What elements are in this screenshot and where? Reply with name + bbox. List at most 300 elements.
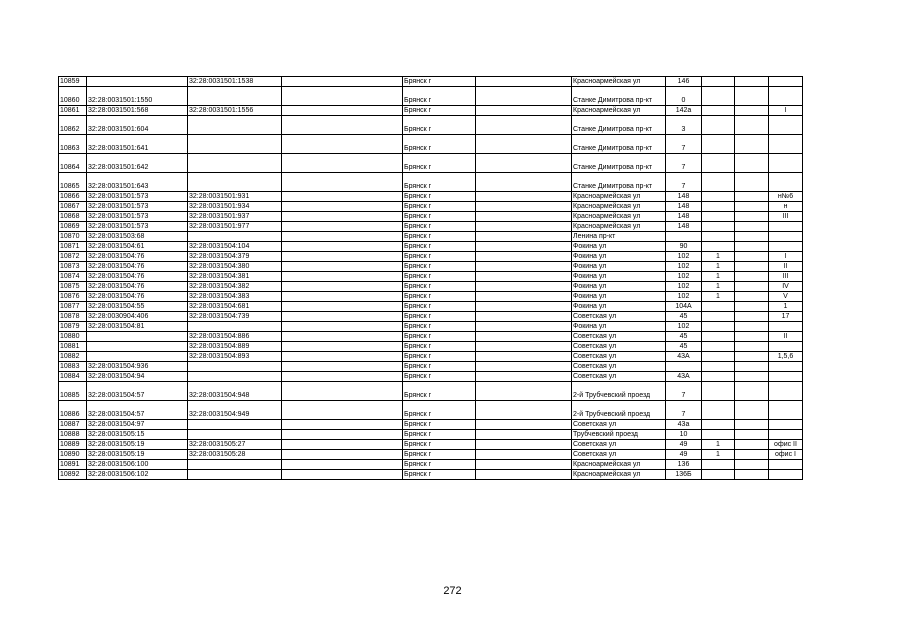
- cell-blank: [282, 232, 403, 242]
- cell-street: Фокина ул: [572, 292, 666, 302]
- cell-city: Брянск г: [403, 222, 476, 232]
- cell-premises: I: [769, 106, 803, 116]
- cell-blank: [735, 292, 769, 302]
- cell-house: 43а: [666, 420, 702, 430]
- cell-building: [702, 302, 735, 312]
- cell-building: 1: [702, 292, 735, 302]
- cell-blank: [735, 252, 769, 262]
- cell-house: 148: [666, 202, 702, 212]
- cell-house: 102: [666, 262, 702, 272]
- cell-cadastral-number: 32:28:0031504:61: [87, 242, 188, 252]
- cell-premises: IV: [769, 282, 803, 292]
- cell-blank: [282, 362, 403, 372]
- cell-house: 3: [666, 116, 702, 135]
- cell-number: 10890: [59, 450, 87, 460]
- cell-building: [702, 135, 735, 154]
- cell-blank: [476, 135, 572, 154]
- cell-street: Красноармейская ул: [572, 222, 666, 232]
- cell-blank: [735, 173, 769, 192]
- cell-number: 10864: [59, 154, 87, 173]
- cell-premises: [769, 87, 803, 106]
- cell-blank: [476, 312, 572, 322]
- cell-blank: [476, 87, 572, 106]
- cell-blank: [282, 173, 403, 192]
- cell-premises: III: [769, 212, 803, 222]
- cell-city: Брянск г: [403, 470, 476, 480]
- cell-number: 10877: [59, 302, 87, 312]
- cell-number: 10871: [59, 242, 87, 252]
- cell-building: [702, 106, 735, 116]
- cell-city: Брянск г: [403, 440, 476, 450]
- cell-premises: 17: [769, 312, 803, 322]
- cell-related-cadastral-number: [188, 154, 282, 173]
- cell-number: 10866: [59, 192, 87, 202]
- cell-cadastral-number: 32:28:0031504:936: [87, 362, 188, 372]
- cell-cadastral-number: 32:28:0031506:100: [87, 460, 188, 470]
- cell-related-cadastral-number: 32:28:0031501:977: [188, 222, 282, 232]
- cell-related-cadastral-number: [188, 322, 282, 332]
- cell-blank: [282, 401, 403, 420]
- cell-city: Брянск г: [403, 242, 476, 252]
- cell-house: 45: [666, 312, 702, 322]
- cell-related-cadastral-number: [188, 87, 282, 106]
- cell-building: [702, 173, 735, 192]
- table-row: [59, 222, 803, 232]
- cell-blank: [282, 292, 403, 302]
- cell-street: Красноармейская ул: [572, 192, 666, 202]
- cell-related-cadastral-number: 32:28:0031501:931: [188, 192, 282, 202]
- cell-building: [702, 242, 735, 252]
- cell-premises: 1: [769, 302, 803, 312]
- cell-house: 104А: [666, 302, 702, 312]
- cell-house: 136Б: [666, 470, 702, 480]
- cell-blank: [282, 135, 403, 154]
- table-row: [59, 401, 803, 420]
- table-row: [59, 332, 803, 342]
- table-row: [59, 382, 803, 401]
- cell-blank: [476, 222, 572, 232]
- cell-blank: [735, 222, 769, 232]
- cell-related-cadastral-number: [188, 372, 282, 382]
- cell-blank: [282, 87, 403, 106]
- cell-premises: [769, 154, 803, 173]
- table-row: [59, 242, 803, 252]
- cell-house: 148: [666, 192, 702, 202]
- cell-city: Брянск г: [403, 362, 476, 372]
- cell-blank: [735, 87, 769, 106]
- table-row: [59, 352, 803, 362]
- cell-premises: [769, 460, 803, 470]
- cell-city: Брянск г: [403, 312, 476, 322]
- cell-street: Советская ул: [572, 420, 666, 430]
- cell-city: Брянск г: [403, 372, 476, 382]
- cell-blank: [476, 192, 572, 202]
- page-number: 272: [443, 585, 462, 597]
- cell-number: 10881: [59, 342, 87, 352]
- cell-city: Брянск г: [403, 262, 476, 272]
- cell-related-cadastral-number: 32:28:0031504:681: [188, 302, 282, 312]
- cell-related-cadastral-number: [188, 460, 282, 470]
- cell-number: 10888: [59, 430, 87, 440]
- cell-blank: [476, 342, 572, 352]
- table-row: [59, 116, 803, 135]
- cell-blank: [476, 372, 572, 382]
- cell-cadastral-number: 32:28:0030904:406: [87, 312, 188, 322]
- cell-building: [702, 420, 735, 430]
- cell-building: [702, 322, 735, 332]
- cell-blank: [476, 232, 572, 242]
- cell-cadastral-number: 32:28:0031501:568: [87, 106, 188, 116]
- cell-cadastral-number: 32:28:0031504:97: [87, 420, 188, 430]
- cell-street: Фокина ул: [572, 282, 666, 292]
- cell-number: 10887: [59, 420, 87, 430]
- cell-cadastral-number: 32:28:0031503:68: [87, 232, 188, 242]
- cell-cadastral-number: [87, 352, 188, 362]
- cell-house: 7: [666, 154, 702, 173]
- cell-premises: III: [769, 272, 803, 282]
- cell-city: Брянск г: [403, 135, 476, 154]
- cell-house: 43А: [666, 352, 702, 362]
- cell-premises: II: [769, 262, 803, 272]
- cell-building: 1: [702, 282, 735, 292]
- cell-house: 7: [666, 173, 702, 192]
- cell-building: [702, 154, 735, 173]
- cell-house: 102: [666, 252, 702, 262]
- cell-city: Брянск г: [403, 212, 476, 222]
- cell-number: 10883: [59, 362, 87, 372]
- cell-premises: [769, 382, 803, 401]
- cell-related-cadastral-number: [188, 116, 282, 135]
- cell-city: Брянск г: [403, 420, 476, 430]
- cell-blank: [735, 116, 769, 135]
- cell-blank: [476, 302, 572, 312]
- cell-premises: [769, 242, 803, 252]
- cell-premises: [769, 116, 803, 135]
- cell-number: 10892: [59, 470, 87, 480]
- cell-blank: [735, 332, 769, 342]
- cell-number: 10867: [59, 202, 87, 212]
- cell-city: Брянск г: [403, 401, 476, 420]
- cell-city: Брянск г: [403, 302, 476, 312]
- cell-building: 1: [702, 440, 735, 450]
- table-row: [59, 430, 803, 440]
- cell-blank: [282, 470, 403, 480]
- cell-street: Красноармейская ул: [572, 202, 666, 212]
- cell-blank: [735, 470, 769, 480]
- cell-cadastral-number: 32:28:0031504:76: [87, 282, 188, 292]
- cell-premises: [769, 135, 803, 154]
- cell-number: 10872: [59, 252, 87, 262]
- cell-blank: [476, 262, 572, 272]
- cell-house: [666, 362, 702, 372]
- cell-number: 10875: [59, 282, 87, 292]
- table-row: [59, 262, 803, 272]
- cell-blank: [735, 202, 769, 212]
- cell-premises: н: [769, 202, 803, 212]
- cell-blank: [735, 106, 769, 116]
- cell-blank: [476, 401, 572, 420]
- cell-blank: [282, 430, 403, 440]
- cell-blank: [476, 322, 572, 332]
- cell-related-cadastral-number: [188, 232, 282, 242]
- cell-related-cadastral-number: [188, 430, 282, 440]
- cell-number: 10861: [59, 106, 87, 116]
- cell-number: 10873: [59, 262, 87, 272]
- cell-street: Фокина ул: [572, 242, 666, 252]
- cell-related-cadastral-number: 32:28:0031501:1538: [188, 77, 282, 87]
- cell-blank: [476, 282, 572, 292]
- cell-street: Советская ул: [572, 450, 666, 460]
- cell-blank: [282, 262, 403, 272]
- cell-building: 1: [702, 450, 735, 460]
- table-row: [59, 470, 803, 480]
- cell-cadastral-number: 32:28:0031504:76: [87, 292, 188, 302]
- cell-building: [702, 332, 735, 342]
- cell-street: Советская ул: [572, 332, 666, 342]
- cell-premises: [769, 342, 803, 352]
- cell-city: Брянск г: [403, 352, 476, 362]
- cell-blank: [735, 450, 769, 460]
- cell-blank: [476, 154, 572, 173]
- cell-house: 148: [666, 222, 702, 232]
- cell-blank: [282, 272, 403, 282]
- cell-street: Красноармейская ул: [572, 106, 666, 116]
- cell-house: 7: [666, 135, 702, 154]
- cell-blank: [476, 362, 572, 372]
- cell-blank: [282, 450, 403, 460]
- cell-blank: [282, 252, 403, 262]
- cell-cadastral-number: 32:28:0031504:76: [87, 272, 188, 282]
- table-row: [59, 77, 803, 87]
- cell-cadastral-number: 32:28:0031504:76: [87, 252, 188, 262]
- cell-related-cadastral-number: 32:28:0031504:948: [188, 382, 282, 401]
- cell-city: Брянск г: [403, 87, 476, 106]
- cell-city: Брянск г: [403, 282, 476, 292]
- cell-city: Брянск г: [403, 272, 476, 282]
- cell-building: [702, 362, 735, 372]
- cell-house: 148: [666, 212, 702, 222]
- cell-building: [702, 342, 735, 352]
- cell-building: 1: [702, 262, 735, 272]
- cell-premises: [769, 232, 803, 242]
- cell-related-cadastral-number: 32:28:0031504:889: [188, 342, 282, 352]
- cell-blank: [735, 352, 769, 362]
- cell-blank: [735, 460, 769, 470]
- property-registry-table: [58, 76, 803, 480]
- cell-house: [666, 232, 702, 242]
- cell-blank: [735, 372, 769, 382]
- table-row: [59, 440, 803, 450]
- cell-city: Брянск г: [403, 382, 476, 401]
- cell-blank: [282, 382, 403, 401]
- cell-building: [702, 372, 735, 382]
- cell-cadastral-number: 32:28:0031504:55: [87, 302, 188, 312]
- cell-number: 10865: [59, 173, 87, 192]
- cell-blank: [735, 430, 769, 440]
- cell-blank: [476, 212, 572, 222]
- table-row: [59, 342, 803, 352]
- cell-blank: [282, 372, 403, 382]
- cell-building: [702, 460, 735, 470]
- cell-blank: [735, 242, 769, 252]
- cell-building: [702, 401, 735, 420]
- cell-blank: [476, 106, 572, 116]
- cell-premises: офис II: [769, 440, 803, 450]
- cell-street: Советская ул: [572, 440, 666, 450]
- cell-blank: [735, 154, 769, 173]
- cell-related-cadastral-number: 32:28:0031504:886: [188, 332, 282, 342]
- cell-cadastral-number: 32:28:0031504:94: [87, 372, 188, 382]
- cell-related-cadastral-number: [188, 470, 282, 480]
- cell-blank: [735, 362, 769, 372]
- table-row: [59, 173, 803, 192]
- cell-blank: [476, 470, 572, 480]
- cell-premises: офис I: [769, 450, 803, 460]
- cell-cadastral-number: 32:28:0031501:573: [87, 212, 188, 222]
- cell-blank: [476, 352, 572, 362]
- cell-blank: [735, 440, 769, 450]
- cell-blank: [476, 116, 572, 135]
- cell-building: [702, 382, 735, 401]
- cell-house: 142а: [666, 106, 702, 116]
- cell-blank: [735, 272, 769, 282]
- table-row: [59, 252, 803, 262]
- cell-city: Брянск г: [403, 232, 476, 242]
- cell-city: Брянск г: [403, 173, 476, 192]
- cell-number: 10859: [59, 77, 87, 87]
- cell-blank: [282, 116, 403, 135]
- cell-house: 102: [666, 272, 702, 282]
- cell-related-cadastral-number: 32:28:0031504:380: [188, 262, 282, 272]
- cell-cadastral-number: 32:28:0031505:15: [87, 430, 188, 440]
- cell-cadastral-number: 32:28:0031504:76: [87, 262, 188, 272]
- cell-number: 10860: [59, 87, 87, 106]
- cell-blank: [476, 420, 572, 430]
- cell-cadastral-number: 32:28:0031505:19: [87, 440, 188, 450]
- cell-related-cadastral-number: 32:28:0031505:27: [188, 440, 282, 450]
- cell-related-cadastral-number: [188, 362, 282, 372]
- table-row: [59, 212, 803, 222]
- cell-blank: [282, 460, 403, 470]
- cell-building: [702, 232, 735, 242]
- cell-premises: [769, 430, 803, 440]
- cell-number: 10886: [59, 401, 87, 420]
- table-row: [59, 135, 803, 154]
- cell-blank: [735, 262, 769, 272]
- cell-blank: [282, 192, 403, 202]
- cell-blank: [735, 302, 769, 312]
- cell-blank: [282, 312, 403, 322]
- cell-blank: [476, 460, 572, 470]
- cell-premises: [769, 322, 803, 332]
- cell-premises: [769, 173, 803, 192]
- table-row: [59, 322, 803, 332]
- cell-building: 1: [702, 252, 735, 262]
- cell-related-cadastral-number: 32:28:0031505:28: [188, 450, 282, 460]
- cell-number: 10880: [59, 332, 87, 342]
- table-row: [59, 450, 803, 460]
- cell-house: 10: [666, 430, 702, 440]
- cell-related-cadastral-number: 32:28:0031504:379: [188, 252, 282, 262]
- cell-blank: [476, 242, 572, 252]
- cell-city: Брянск г: [403, 252, 476, 262]
- cell-blank: [282, 222, 403, 232]
- cell-number: 10879: [59, 322, 87, 332]
- cell-blank: [735, 312, 769, 322]
- cell-premises: [769, 362, 803, 372]
- cell-house: 136: [666, 460, 702, 470]
- cell-number: 10862: [59, 116, 87, 135]
- cell-street: Красноармейская ул: [572, 212, 666, 222]
- table-row: [59, 192, 803, 202]
- cell-blank: [282, 282, 403, 292]
- cell-related-cadastral-number: [188, 420, 282, 430]
- cell-city: Брянск г: [403, 292, 476, 302]
- cell-related-cadastral-number: [188, 173, 282, 192]
- cell-cadastral-number: [87, 342, 188, 352]
- cell-blank: [735, 342, 769, 352]
- cell-related-cadastral-number: 32:28:0031504:949: [188, 401, 282, 420]
- cell-building: [702, 202, 735, 212]
- cell-street: 2-й Трубчевский проезд: [572, 382, 666, 401]
- cell-street: Красноармейская ул: [572, 470, 666, 480]
- cell-house: 90: [666, 242, 702, 252]
- cell-cadastral-number: 32:28:0031501:642: [87, 154, 188, 173]
- cell-blank: [282, 242, 403, 252]
- cell-street: Трубчевский проезд: [572, 430, 666, 440]
- cell-related-cadastral-number: 32:28:0031504:381: [188, 272, 282, 282]
- cell-blank: [282, 106, 403, 116]
- cell-blank: [476, 173, 572, 192]
- cell-premises: II: [769, 332, 803, 342]
- cell-city: Брянск г: [403, 342, 476, 352]
- cell-house: 45: [666, 332, 702, 342]
- table-row: [59, 202, 803, 212]
- cell-street: Красноармейская ул: [572, 77, 666, 87]
- cell-number: 10882: [59, 352, 87, 362]
- cell-number: 10884: [59, 372, 87, 382]
- cell-building: [702, 222, 735, 232]
- cell-cadastral-number: 32:28:0031501:641: [87, 135, 188, 154]
- cell-house: 7: [666, 401, 702, 420]
- cell-number: 10863: [59, 135, 87, 154]
- cell-blank: [735, 282, 769, 292]
- cell-blank: [282, 440, 403, 450]
- cell-cadastral-number: 32:28:0031504:57: [87, 382, 188, 401]
- cell-cadastral-number: 32:28:0031501:643: [87, 173, 188, 192]
- cell-blank: [282, 302, 403, 312]
- cell-blank: [735, 420, 769, 430]
- table-body: [59, 77, 803, 480]
- cell-premises: [769, 470, 803, 480]
- cell-city: Брянск г: [403, 450, 476, 460]
- cell-number: 10878: [59, 312, 87, 322]
- cell-blank: [476, 292, 572, 302]
- cell-blank: [282, 420, 403, 430]
- cell-blank: [735, 232, 769, 242]
- table-row: [59, 420, 803, 430]
- cell-house: 102: [666, 322, 702, 332]
- cell-city: Брянск г: [403, 322, 476, 332]
- cell-blank: [476, 252, 572, 262]
- cell-building: [702, 77, 735, 87]
- cell-building: 1: [702, 272, 735, 282]
- cell-number: 10876: [59, 292, 87, 302]
- cell-blank: [735, 382, 769, 401]
- cell-street: Фокина ул: [572, 262, 666, 272]
- table-row: [59, 87, 803, 106]
- cell-number: 10868: [59, 212, 87, 222]
